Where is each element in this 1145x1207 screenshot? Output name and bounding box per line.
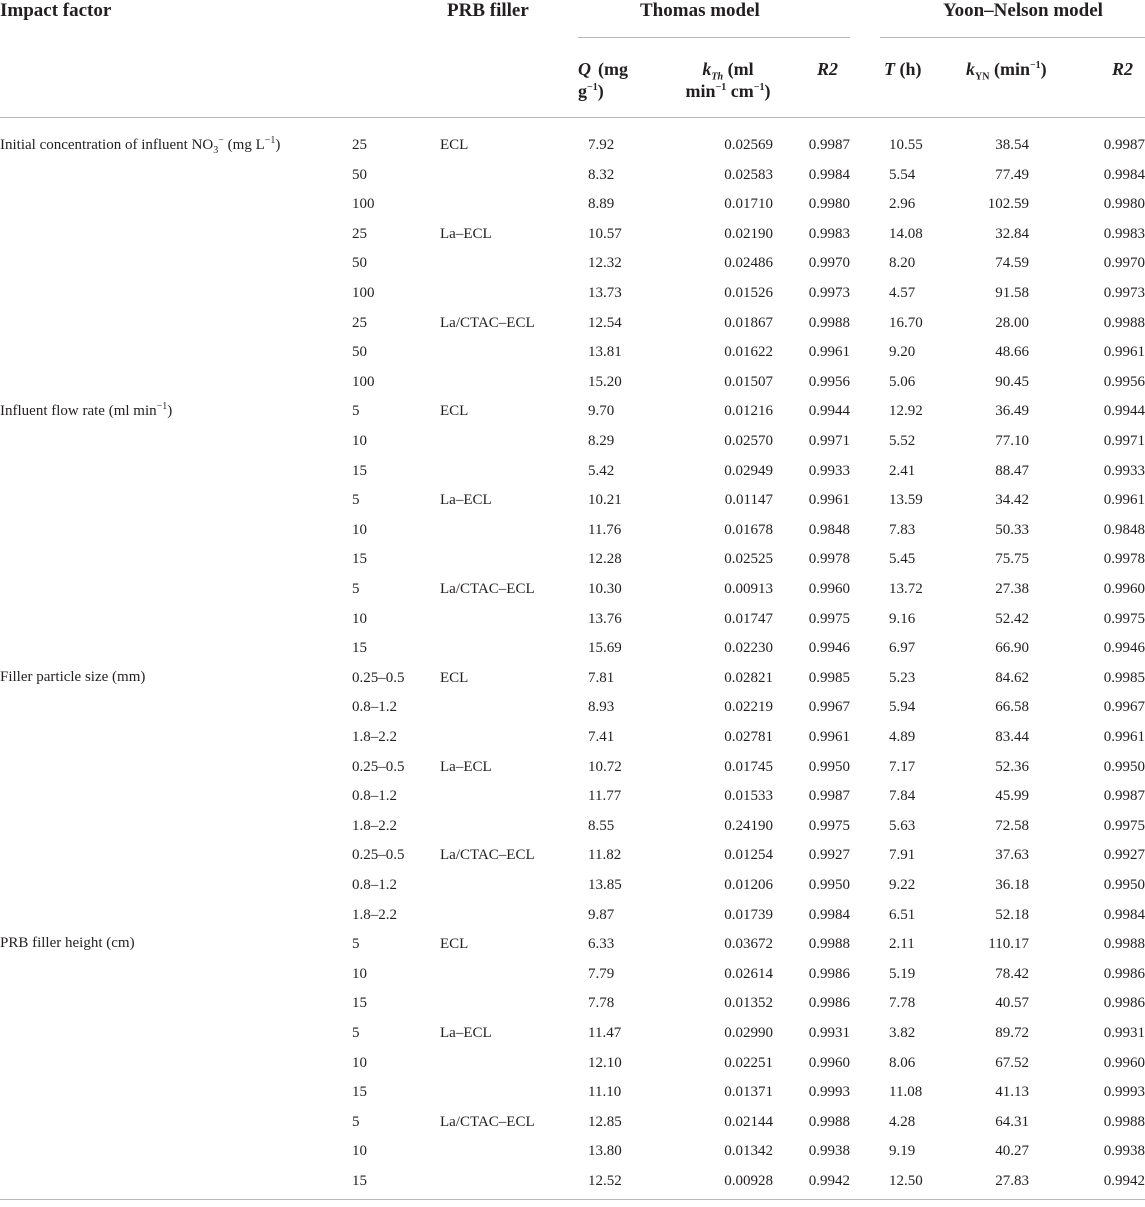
cell-thomas-r2: 0.9984 — [808, 906, 850, 923]
cell-thomas-r2: 0.9984 — [808, 166, 850, 183]
cell-t: 5.45 — [889, 551, 916, 568]
cell-yoon-r2: 0.9942 — [1103, 1173, 1145, 1189]
cell-t: 4.89 — [889, 729, 916, 745]
cell-condition: 0.25–0.5 — [352, 669, 405, 686]
cell-thomas-r2: 0.9961 — [808, 729, 850, 745]
cell-thomas-r2: 0.9988 — [808, 314, 850, 331]
cell-kth: 0.02583 — [724, 166, 773, 183]
cell-yoon-r2: 0.9967 — [1103, 699, 1145, 716]
cell-t: 14.08 — [889, 225, 923, 242]
cell-yoon-r2: 0.9961 — [1103, 344, 1145, 361]
cell-kyn: 89.72 — [995, 1025, 1029, 1041]
cell-kth: 0.01739 — [724, 906, 773, 923]
cell-thomas-r2: 0.9944 — [808, 403, 850, 420]
cell-thomas-r2: 0.9942 — [808, 1173, 850, 1189]
cell-prb-filler: ECL — [440, 137, 469, 153]
cell-q: 7.78 — [588, 995, 615, 1012]
cell-condition: 50 — [352, 344, 367, 361]
cell-prb-filler: La/CTAC–ECL — [440, 314, 535, 331]
cell-q: 8.93 — [588, 699, 615, 716]
cell-kyn: 32.84 — [995, 225, 1029, 242]
cell-prb-filler: ECL — [440, 403, 469, 420]
cell-thomas-r2: 0.9988 — [808, 1113, 850, 1130]
cell-q: 6.33 — [588, 936, 615, 953]
cell-t: 5.94 — [889, 699, 916, 716]
cell-yoon-r2: 0.9933 — [1103, 462, 1145, 479]
cell-thomas-r2: 0.9967 — [808, 699, 850, 716]
cell-q: 13.85 — [588, 877, 622, 893]
cell-t: 2.11 — [889, 936, 915, 953]
cell-thomas-r2: 0.9931 — [808, 1025, 850, 1041]
cell-thomas-r2: 0.9938 — [808, 1143, 850, 1160]
header-kyn: $k_{YN}$ $(\min^{-1})$ — [966, 59, 1047, 83]
cell-t: 2.96 — [889, 196, 916, 213]
cell-kth: 0.01526 — [724, 285, 773, 301]
cell-t: 7.17 — [889, 758, 916, 775]
cell-kyn: 102.59 — [987, 196, 1029, 213]
cell-q: 12.32 — [588, 255, 622, 272]
header-thomas-model: Thomas model — [640, 0, 760, 21]
cell-thomas-r2: 0.9961 — [808, 492, 850, 509]
cell-kth: 0.03672 — [724, 936, 773, 953]
cell-yoon-r2: 0.9956 — [1103, 373, 1145, 390]
cell-t: 9.22 — [889, 877, 916, 893]
cell-condition: 5 — [352, 492, 360, 509]
cell-q: 8.55 — [588, 817, 615, 834]
cell-kth: 0.02570 — [724, 433, 773, 449]
cell-q: 8.29 — [588, 433, 615, 449]
cell-yoon-r2: 0.9988 — [1103, 1113, 1145, 1130]
group-label-initial-concentration: Initial concentration of influent $NO_3^-$ (mg $L^{-1}$) — [0, 135, 281, 156]
cell-t: 12.50 — [889, 1173, 923, 1189]
cell-kth: 0.01622 — [724, 344, 773, 361]
cell-kth: 0.01745 — [724, 758, 773, 775]
cell-t: 9.20 — [889, 344, 916, 361]
cell-condition: 5 — [352, 403, 360, 420]
cell-thomas-r2: 0.9987 — [808, 788, 850, 805]
cell-q: 11.47 — [588, 1025, 622, 1041]
cell-kyn: 75.75 — [995, 551, 1029, 568]
header-impact-factor: Impact factor — [0, 0, 112, 21]
cell-yoon-r2: 0.9961 — [1103, 729, 1145, 745]
cell-thomas-r2: 0.9978 — [808, 551, 850, 568]
cell-thomas-r2: 0.9960 — [808, 1054, 850, 1071]
cell-condition: 25 — [352, 137, 367, 153]
cell-kth: 0.01206 — [724, 877, 773, 893]
cell-prb-filler: La/CTAC–ECL — [440, 1113, 535, 1130]
table-bottom-rule — [0, 1199, 1145, 1200]
cell-kyn: 83.44 — [995, 729, 1029, 745]
cell-t: 7.84 — [889, 788, 916, 805]
cell-yoon-r2: 0.9931 — [1103, 1025, 1145, 1041]
cell-condition: 5 — [352, 1113, 360, 1130]
cell-q: 12.54 — [588, 314, 622, 331]
cell-kyn: 27.83 — [995, 1173, 1029, 1189]
cell-kth: 0.02949 — [724, 462, 773, 479]
cell-kyn: 48.66 — [995, 344, 1029, 361]
cell-condition: 5 — [352, 581, 360, 597]
cell-kth: 0.02190 — [724, 225, 773, 242]
cell-kth: 0.01371 — [724, 1084, 773, 1101]
cell-yoon-r2: 0.9961 — [1103, 492, 1145, 509]
cell-condition: 1.8–2.2 — [352, 817, 397, 834]
cell-q: 9.70 — [588, 403, 615, 420]
cell-thomas-r2: 0.9950 — [808, 877, 850, 893]
cell-kth: 0.01147 — [724, 492, 773, 509]
cell-kth: 0.01747 — [724, 610, 773, 627]
cell-kyn: 50.33 — [995, 521, 1029, 538]
cell-t: 4.28 — [889, 1113, 916, 1130]
header-prb-filler: PRB filler — [447, 0, 529, 21]
cell-yoon-r2: 0.9944 — [1103, 403, 1145, 420]
header-t: T (h) — [884, 59, 922, 79]
cell-kth: 0.01342 — [724, 1143, 773, 1160]
cell-condition: 0.8–1.2 — [352, 788, 397, 805]
cell-condition: 10 — [352, 610, 367, 627]
cell-kth: 0.02251 — [724, 1054, 773, 1071]
cell-kth: 0.01533 — [724, 788, 773, 805]
cell-t: 5.63 — [889, 817, 916, 834]
cell-condition: 10 — [352, 1054, 367, 1071]
cell-yoon-r2: 0.9848 — [1103, 521, 1145, 538]
cell-kyn: 77.10 — [995, 433, 1029, 449]
cell-prb-filler: La–ECL — [440, 492, 492, 509]
cell-q: 10.30 — [588, 581, 622, 597]
cell-thomas-r2: 0.9946 — [808, 640, 850, 657]
cell-thomas-r2: 0.9988 — [808, 936, 850, 953]
cell-q: 15.69 — [588, 640, 622, 657]
cell-t: 4.57 — [889, 285, 916, 301]
cell-kyn: 41.13 — [995, 1084, 1029, 1101]
cell-q: 9.87 — [588, 906, 615, 923]
cell-q: 12.85 — [588, 1113, 622, 1130]
header-yoon-r2: R2 — [1112, 59, 1134, 79]
cell-thomas-r2: 0.9975 — [808, 610, 850, 627]
cell-thomas-r2: 0.9961 — [808, 344, 850, 361]
cell-thomas-r2: 0.9848 — [808, 521, 850, 538]
cell-condition: 15 — [352, 995, 367, 1012]
cell-yoon-r2: 0.9986 — [1103, 995, 1145, 1012]
cell-prb-filler: La/CTAC–ECL — [440, 581, 535, 597]
cell-yoon-r2: 0.9938 — [1103, 1143, 1145, 1160]
cell-q: 13.80 — [588, 1143, 622, 1160]
cell-kth: 0.01254 — [724, 847, 773, 864]
cell-kth: 0.02144 — [724, 1113, 773, 1130]
cell-yoon-r2: 0.9950 — [1103, 758, 1145, 775]
cell-kth: 0.02230 — [724, 640, 773, 657]
cell-t: 5.06 — [889, 373, 916, 390]
cell-kyn: 91.58 — [995, 285, 1029, 301]
cell-kth: 0.00928 — [724, 1173, 773, 1189]
header-kth: $k_{Th}$ (ml $\min^{-1} cm^{-1}$) — [685, 59, 771, 101]
cell-kth: 0.02821 — [724, 669, 773, 686]
cell-kyn: 27.38 — [995, 581, 1029, 597]
cell-kth: 0.02569 — [724, 137, 773, 153]
cell-yoon-r2: 0.9985 — [1103, 669, 1145, 686]
cell-yoon-r2: 0.9988 — [1103, 314, 1145, 331]
cell-kth: 0.01352 — [724, 995, 773, 1012]
cell-kyn: 74.59 — [995, 255, 1029, 272]
cell-kth: 0.00913 — [724, 581, 773, 597]
cell-q: 15.20 — [588, 373, 622, 390]
cell-t: 5.19 — [889, 965, 916, 982]
cell-kyn: 52.18 — [995, 906, 1029, 923]
cell-q: 7.41 — [588, 729, 615, 745]
cell-condition: 0.8–1.2 — [352, 877, 397, 893]
cell-condition: 10 — [352, 965, 367, 982]
cell-kyn: 78.42 — [995, 965, 1029, 982]
cell-q: 10.21 — [588, 492, 622, 509]
cell-condition: 1.8–2.2 — [352, 729, 397, 745]
cell-thomas-r2: 0.9956 — [808, 373, 850, 390]
cell-kth: 0.01216 — [724, 403, 773, 420]
cell-kth: 0.01507 — [724, 373, 773, 390]
cell-kyn: 52.36 — [995, 758, 1029, 775]
yoon-nelson-underline — [880, 37, 1145, 38]
cell-prb-filler: La/CTAC–ECL — [440, 847, 535, 864]
cell-yoon-r2: 0.9987 — [1103, 788, 1145, 805]
cell-condition: 100 — [352, 285, 375, 301]
cell-thomas-r2: 0.9986 — [808, 965, 850, 982]
cell-yoon-r2: 0.9986 — [1103, 965, 1145, 982]
cell-condition: 50 — [352, 255, 367, 272]
cell-kth: 0.02614 — [724, 965, 773, 982]
cell-condition: 50 — [352, 166, 367, 183]
cell-thomas-r2: 0.9986 — [808, 995, 850, 1012]
cell-t: 5.52 — [889, 433, 916, 449]
cell-q: 8.32 — [588, 166, 615, 183]
cell-kyn: 64.31 — [995, 1113, 1029, 1130]
group-label-flow-rate: Influent flow rate (ml $\min^{-1}$) — [0, 401, 173, 419]
cell-kth: 0.02990 — [724, 1025, 773, 1041]
cell-prb-filler: La–ECL — [440, 1025, 492, 1041]
cell-kth: 0.01867 — [724, 314, 773, 331]
cell-condition: 0.25–0.5 — [352, 758, 405, 775]
cell-prb-filler: La–ECL — [440, 225, 492, 242]
cell-kyn: 88.47 — [995, 462, 1029, 479]
cell-q: 5.42 — [588, 462, 615, 479]
cell-thomas-r2: 0.9933 — [808, 462, 850, 479]
cell-thomas-r2: 0.9980 — [808, 196, 850, 213]
cell-condition: 0.25–0.5 — [352, 847, 405, 864]
cell-yoon-r2: 0.9988 — [1103, 936, 1145, 953]
cell-kth: 0.02781 — [724, 729, 773, 745]
header-rule — [0, 117, 1145, 118]
cell-t: 16.70 — [889, 314, 923, 331]
cell-t: 10.55 — [889, 137, 923, 153]
cell-thomas-r2: 0.9960 — [808, 581, 850, 597]
cell-t: 2.41 — [889, 462, 916, 479]
cell-condition: 15 — [352, 1173, 367, 1189]
cell-t: 5.23 — [889, 669, 916, 686]
cell-kyn: 37.63 — [995, 847, 1029, 864]
cell-t: 7.91 — [889, 847, 916, 864]
cell-condition: 1.8–2.2 — [352, 906, 397, 923]
group-label-particle-size: Filler particle size (mm) — [0, 669, 146, 685]
cell-condition: 5 — [352, 936, 360, 953]
cell-kyn: 36.49 — [995, 403, 1029, 420]
cell-kth: 0.24190 — [724, 817, 773, 834]
cell-q: 12.28 — [588, 551, 622, 568]
cell-condition: 15 — [352, 1084, 367, 1101]
cell-q: 10.72 — [588, 758, 622, 775]
cell-kth: 0.02219 — [724, 699, 773, 716]
cell-kth: 0.02525 — [724, 551, 773, 568]
cell-yoon-r2: 0.9980 — [1103, 196, 1145, 213]
cell-kyn: 67.52 — [995, 1054, 1029, 1071]
cell-q: 13.76 — [588, 610, 622, 627]
cell-q: 11.77 — [588, 788, 622, 805]
cell-kth: 0.02486 — [724, 255, 773, 272]
cell-q: 13.73 — [588, 285, 622, 301]
cell-q: 13.81 — [588, 344, 622, 361]
cell-kyn: 72.58 — [995, 817, 1029, 834]
cell-t: 9.16 — [889, 610, 916, 627]
cell-condition: 15 — [352, 640, 367, 657]
cell-t: 13.72 — [889, 581, 923, 597]
cell-yoon-r2: 0.9993 — [1103, 1084, 1145, 1101]
cell-condition: 25 — [352, 314, 367, 331]
cell-kyn: 66.90 — [995, 640, 1029, 657]
cell-t: 3.82 — [889, 1025, 916, 1041]
cell-thomas-r2: 0.9983 — [808, 225, 850, 242]
cell-yoon-r2: 0.9946 — [1103, 640, 1145, 657]
cell-prb-filler: La–ECL — [440, 758, 492, 775]
cell-kyn: 45.99 — [995, 788, 1029, 805]
cell-t: 8.20 — [889, 255, 916, 272]
cell-condition: 5 — [352, 1025, 360, 1041]
cell-t: 7.83 — [889, 521, 916, 538]
header-yoon-nelson-model: Yoon–Nelson model — [943, 0, 1103, 21]
cell-q: 8.89 — [588, 196, 615, 213]
cell-t: 6.51 — [889, 906, 916, 923]
cell-thomas-r2: 0.9987 — [808, 137, 850, 153]
cell-q: 11.82 — [588, 847, 622, 864]
cell-kyn: 84.62 — [995, 669, 1029, 686]
cell-kyn: 40.57 — [995, 995, 1029, 1012]
cell-kyn: 110.17 — [988, 936, 1029, 953]
cell-t: 13.59 — [889, 492, 923, 509]
cell-yoon-r2: 0.9973 — [1103, 285, 1145, 301]
cell-thomas-r2: 0.9927 — [808, 847, 850, 864]
cell-condition: 10 — [352, 521, 367, 538]
cell-thomas-r2: 0.9970 — [808, 255, 850, 272]
cell-prb-filler: ECL — [440, 669, 469, 686]
cell-condition: 15 — [352, 551, 367, 568]
cell-yoon-r2: 0.9927 — [1103, 847, 1145, 864]
cell-t: 11.08 — [889, 1084, 923, 1101]
cell-q: 11.76 — [588, 521, 622, 538]
cell-yoon-r2: 0.9960 — [1103, 1054, 1145, 1071]
cell-thomas-r2: 0.9971 — [808, 433, 850, 449]
cell-kyn: 77.49 — [995, 166, 1029, 183]
cell-t: 9.19 — [889, 1143, 916, 1160]
cell-t: 6.97 — [889, 640, 916, 657]
group-label-filler-height: PRB filler height (cm) — [0, 935, 135, 951]
cell-yoon-r2: 0.9987 — [1103, 137, 1145, 153]
cell-yoon-r2: 0.9983 — [1103, 225, 1145, 242]
cell-yoon-r2: 0.9984 — [1103, 906, 1145, 923]
cell-t: 8.06 — [889, 1054, 916, 1071]
cell-kyn: 52.42 — [995, 610, 1029, 627]
cell-thomas-r2: 0.9973 — [808, 285, 850, 301]
cell-kyn: 38.54 — [995, 137, 1029, 153]
cell-q: 12.52 — [588, 1173, 622, 1189]
cell-q: 7.81 — [588, 669, 615, 686]
cell-condition: 100 — [352, 196, 375, 213]
thomas-underline — [578, 37, 850, 38]
cell-q: 12.10 — [588, 1054, 622, 1071]
cell-q: 11.10 — [588, 1084, 622, 1101]
cell-kth: 0.01710 — [724, 196, 773, 213]
cell-yoon-r2: 0.9984 — [1103, 166, 1145, 183]
cell-condition: 100 — [352, 373, 375, 390]
cell-kyn: 66.58 — [995, 699, 1029, 716]
cell-kyn: 90.45 — [995, 373, 1029, 390]
cell-t: 5.54 — [889, 166, 916, 183]
cell-kyn: 40.27 — [995, 1143, 1029, 1160]
cell-condition: 10 — [352, 433, 367, 449]
cell-prb-filler: ECL — [440, 936, 469, 953]
cell-condition: 15 — [352, 462, 367, 479]
header-q: Q (mg $g^{-1}$) — [578, 59, 628, 101]
cell-yoon-r2: 0.9975 — [1103, 817, 1145, 834]
cell-condition: 25 — [352, 225, 367, 242]
cell-yoon-r2: 0.9970 — [1103, 255, 1145, 272]
cell-thomas-r2: 0.9985 — [808, 669, 850, 686]
cell-thomas-r2: 0.9950 — [808, 758, 850, 775]
cell-condition: 10 — [352, 1143, 367, 1160]
cell-yoon-r2: 0.9978 — [1103, 551, 1145, 568]
cell-kth: 0.01678 — [724, 521, 773, 538]
cell-q: 7.79 — [588, 965, 615, 982]
cell-thomas-r2: 0.9993 — [808, 1084, 850, 1101]
cell-kyn: 34.42 — [995, 492, 1029, 509]
cell-kyn: 28.00 — [995, 314, 1029, 331]
cell-thomas-r2: 0.9975 — [808, 817, 850, 834]
cell-t: 7.78 — [889, 995, 916, 1012]
cell-t: 12.92 — [889, 403, 923, 420]
cell-yoon-r2: 0.9960 — [1103, 581, 1145, 597]
cell-yoon-r2: 0.9975 — [1103, 610, 1145, 627]
cell-q: 7.92 — [588, 137, 615, 153]
cell-yoon-r2: 0.9971 — [1103, 433, 1145, 449]
cell-condition: 0.8–1.2 — [352, 699, 397, 716]
header-thomas-r2: R2 — [817, 59, 839, 79]
cell-yoon-r2: 0.9950 — [1103, 877, 1145, 893]
cell-kyn: 36.18 — [995, 877, 1029, 893]
cell-q: 10.57 — [588, 225, 622, 242]
